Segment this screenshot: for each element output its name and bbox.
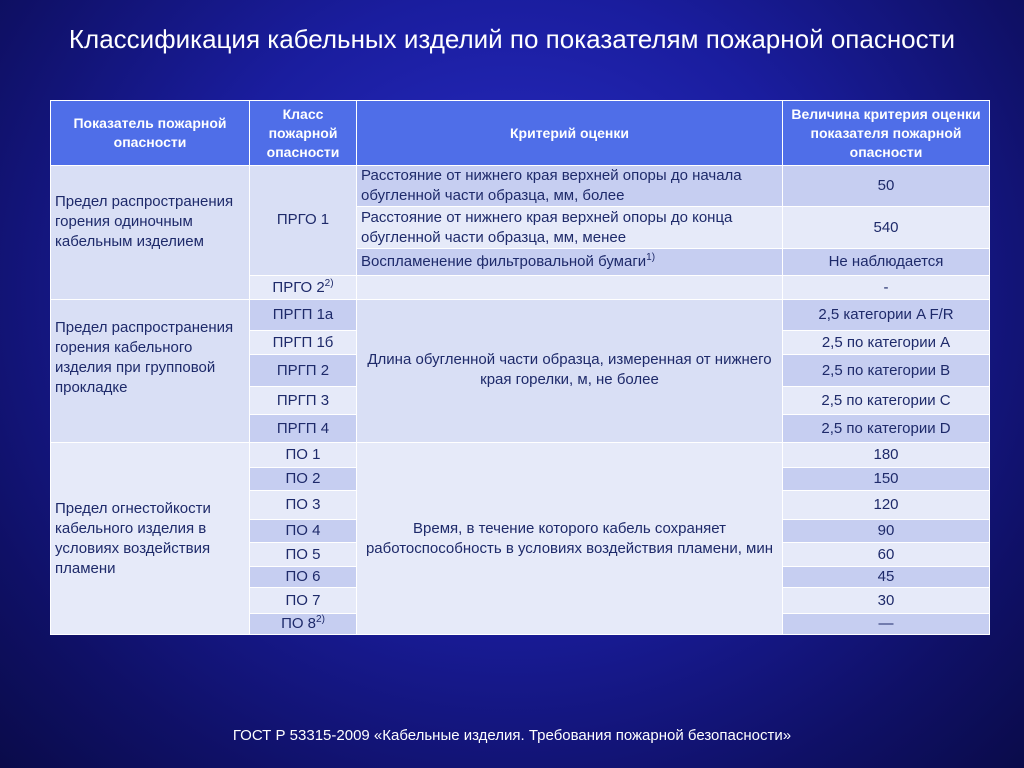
criterion-cell: Расстояние от нижнего края верхней опоры до конца обугленной части образца, мм, менее bbox=[357, 207, 783, 249]
value-cell: 2,5 по категории B bbox=[783, 355, 990, 387]
table-row bbox=[51, 443, 990, 468]
table-header-row bbox=[51, 101, 990, 166]
class-cell: ПРГП 4 bbox=[250, 415, 357, 443]
class-cell: ПО 7 bbox=[250, 588, 357, 614]
value-cell: 30 bbox=[783, 588, 990, 614]
header-value: Величина критерия оценки показателя пожарной опасности bbox=[783, 101, 990, 166]
table-row bbox=[51, 166, 990, 207]
class-cell: ПО 6 bbox=[250, 567, 357, 588]
criterion-cell: Длина обугленной части образца, измеренная от нижнего края горелки, м, не более bbox=[357, 300, 783, 443]
value-cell: Не наблюдается bbox=[783, 249, 990, 276]
criterion-cell: Время, в течение которого кабель сохраняет работоспособность в условиях воздействия пламени, мин bbox=[357, 443, 783, 635]
class-cell: ПО 2 bbox=[250, 468, 357, 491]
criterion-cell: Расстояние от нижнего края верхней опоры до начала обугленной части образца, мм, более bbox=[357, 166, 783, 207]
value-cell: 120 bbox=[783, 491, 990, 520]
table-row bbox=[51, 300, 990, 331]
class-cell: ПРГП 1б bbox=[250, 331, 357, 355]
header-criterion: Критерий оценки bbox=[357, 101, 783, 166]
header-class: Класс пожарной опасности bbox=[250, 101, 357, 166]
value-cell: 2,5 категории A F/R bbox=[783, 300, 990, 331]
header-indicator: Показатель пожарной опасности bbox=[51, 101, 250, 166]
class-cell: ПО 5 bbox=[250, 543, 357, 567]
criterion-cell: Воспламенение фильтровальной бумаги$^{1)}$ bbox=[357, 249, 783, 276]
indicator-cell: Предел огнестойкости кабельного изделия в условиях воздействия пламени bbox=[51, 443, 250, 635]
value-cell: 60 bbox=[783, 543, 990, 567]
value-cell: 180 bbox=[783, 443, 990, 468]
value-cell: 45 bbox=[783, 567, 990, 588]
indicator-cell: Предел распространения горения одиночным кабельным изделием bbox=[51, 166, 250, 300]
class-cell: ПО 4 bbox=[250, 520, 357, 543]
class-cell: ПО 1 bbox=[250, 443, 357, 468]
class-cell: ПРГП 1а bbox=[250, 300, 357, 331]
value-cell: 2,5 по категории A bbox=[783, 331, 990, 355]
class-cell: ПРГО 2$^{2)}$ bbox=[250, 276, 357, 300]
footer-source: ГОСТ Р 53315-2009 «Кабельные изделия. Требования пожарной безопасности» bbox=[232, 727, 792, 744]
class-cell: ПО 3 bbox=[250, 491, 357, 520]
value-cell: 540 bbox=[783, 207, 990, 249]
value-cell: 150 bbox=[783, 468, 990, 491]
class-cell: ПРГО 1 bbox=[250, 166, 357, 276]
indicator-cell: Предел распространения горения кабельного изделия при групповой прокладке bbox=[51, 300, 250, 443]
value-cell: 2,5 по категории D bbox=[783, 415, 990, 443]
class-cell: ПРГП 2 bbox=[250, 355, 357, 387]
value-cell: — bbox=[783, 614, 990, 635]
criterion-cell bbox=[357, 276, 783, 300]
classification-table bbox=[50, 100, 990, 635]
value-cell: - bbox=[783, 276, 990, 300]
value-cell: 90 bbox=[783, 520, 990, 543]
value-cell: 2,5 по категории C bbox=[783, 387, 990, 415]
slide-title: Классификация кабельных изделий по показателям пожарной опасности bbox=[68, 24, 956, 54]
class-cell: ПО 8$^{2)}$ bbox=[250, 614, 357, 635]
value-cell: 50 bbox=[783, 166, 990, 207]
class-cell: ПРГП 3 bbox=[250, 387, 357, 415]
